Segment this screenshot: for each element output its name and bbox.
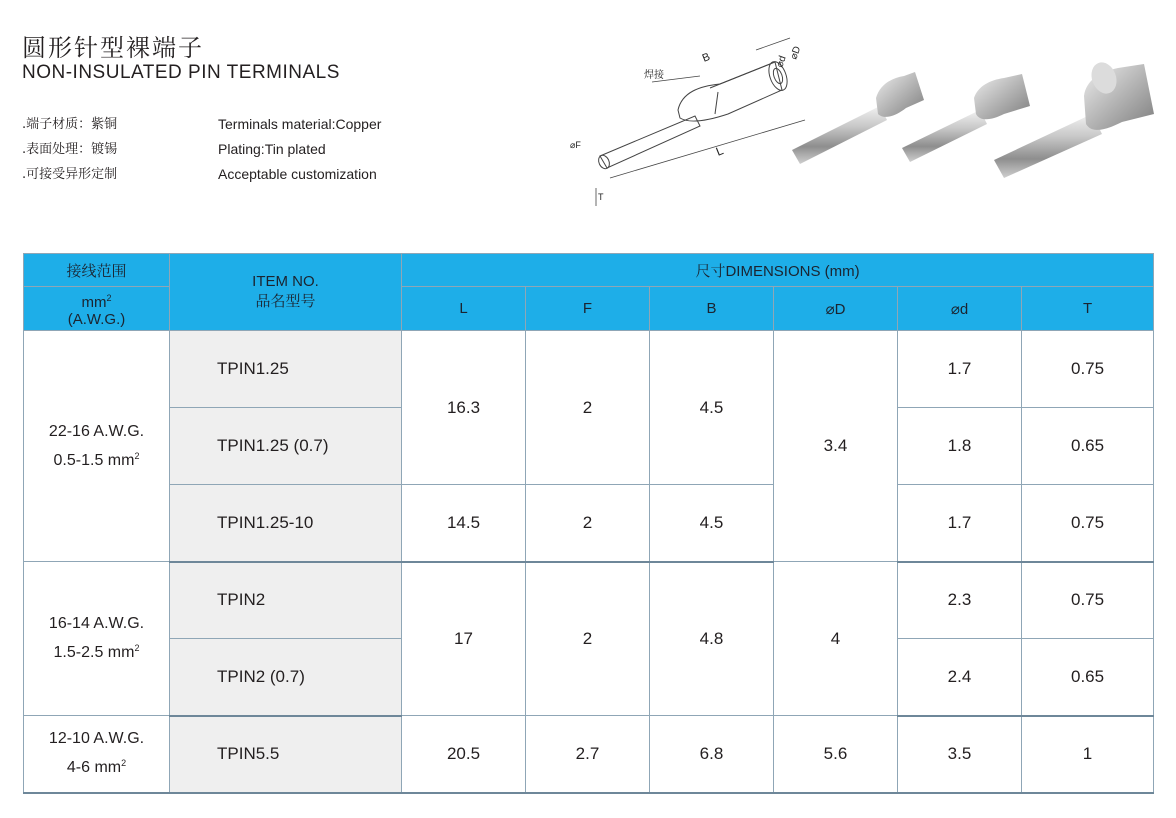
page-title-cn: 圆形针型裸端子 — [22, 34, 204, 62]
specs-cn-list — [22, 112, 117, 187]
spec-cn-plating: .表面处理：镀锡 — [22, 142, 118, 157]
spec-cn-custom: .可接受异形定制 — [22, 167, 118, 182]
mm-range: 1.5-2.5 mm — [53, 644, 135, 661]
cell-smalld: 1.7 — [898, 485, 1022, 562]
diagram-label-b: B — [700, 50, 712, 65]
cell-smalld: 3.5 — [898, 716, 1022, 793]
cell-f: 2.7 — [526, 716, 650, 793]
cell-t: 0.65 — [1022, 639, 1154, 716]
cell-smalld: 2.3 — [898, 562, 1022, 639]
cell-b: 6.8 — [650, 716, 774, 793]
cell-f: 2 — [526, 485, 650, 562]
spec-en-custom: Acceptable customization — [218, 166, 377, 182]
table-row — [24, 716, 1154, 793]
cell-bigd: 4 — [774, 562, 898, 716]
cell-f: 2 — [526, 331, 650, 485]
spec-cn-material: .端子材质：紫铜 — [22, 117, 118, 132]
header-wire-range: 接线范围 — [24, 254, 170, 287]
diagram-label-bigd: ⌀D — [788, 44, 804, 62]
table-row — [24, 562, 1154, 639]
header-unit-mm: mm — [81, 293, 107, 311]
mm-sup: 2 — [134, 450, 140, 461]
col-header-l: L — [402, 287, 526, 331]
col-header-smalld: ⌀d — [898, 287, 1022, 331]
terminal-photo-medium — [902, 74, 1030, 162]
awg-cell-group-3 — [24, 716, 170, 793]
diagram-label-t: T — [598, 192, 604, 202]
awg-range: 12-10 A.W.G. — [48, 730, 145, 748]
mm-sup: 2 — [121, 758, 127, 769]
item-cell: TPIN2 — [170, 562, 402, 639]
cell-t: 0.75 — [1022, 562, 1154, 639]
awg-range: 22-16 A.W.G. — [48, 422, 145, 440]
page-title-en: NON-INSULATED PIN TERMINALS — [22, 62, 340, 83]
terminal-diagram — [560, 28, 1160, 218]
col-header-b: B — [650, 287, 774, 331]
table-row — [24, 485, 1154, 562]
header-unit-sup: 2 — [106, 292, 112, 303]
cell-b: 4.8 — [650, 562, 774, 716]
cell-b: 4.5 — [650, 485, 774, 562]
header-item-cn: 品名型号 — [255, 293, 316, 310]
cell-bigd: 3.4 — [774, 331, 898, 562]
cell-f: 2 — [526, 562, 650, 716]
awg-cell-group-2 — [24, 562, 170, 716]
cell-l: 17 — [402, 562, 526, 716]
header-unit-awg: (A.W.G.) — [67, 310, 126, 328]
cell-t: 0.75 — [1022, 331, 1154, 408]
mm-range: 4-6 mm — [66, 759, 122, 777]
cell-l: 14.5 — [402, 485, 526, 562]
header-item-en: ITEM NO. — [252, 273, 319, 290]
awg-cell-group-1 — [24, 331, 170, 562]
col-header-t: T — [1022, 287, 1154, 331]
header-item-no — [170, 254, 402, 331]
diagram-label-weld: 焊接 — [644, 70, 664, 81]
spec-en-plating: Plating:Tin plated — [218, 141, 326, 157]
cell-l: 20.5 — [402, 716, 526, 793]
cell-b: 4.5 — [650, 331, 774, 485]
line-drawing — [596, 38, 805, 206]
header-wire-unit — [24, 287, 170, 331]
header-dimensions: 尺寸DIMENSIONS (mm) — [402, 254, 1154, 287]
cell-smalld: 1.7 — [898, 331, 1022, 408]
mm-sup: 2 — [134, 643, 140, 653]
cell-t: 0.75 — [1022, 485, 1154, 562]
item-cell: TPIN1.25-10 — [170, 485, 402, 562]
item-cell: TPIN1.25 — [170, 331, 402, 408]
diagram-label-smalld: ⌀d — [774, 54, 789, 70]
col-header-f: F — [526, 287, 650, 331]
item-cell: TPIN1.25 (0.7) — [170, 408, 402, 485]
cell-smalld: 1.8 — [898, 408, 1022, 485]
spec-en-material: Terminals material:Copper — [218, 116, 382, 132]
awg-range: 16-14 A.W.G. — [48, 615, 145, 632]
cell-l: 16.3 — [402, 331, 526, 485]
col-header-bigd: ⌀D — [774, 287, 898, 331]
spec-table — [23, 253, 1154, 794]
cell-smalld: 2.4 — [898, 639, 1022, 716]
diagram-label-f: ⌀F — [570, 140, 581, 150]
diagram-label-l: L — [713, 143, 726, 159]
cell-t: 0.65 — [1022, 408, 1154, 485]
cell-bigd: 5.6 — [774, 716, 898, 793]
table-row — [24, 331, 1154, 408]
item-cell: TPIN2 (0.7) — [170, 639, 402, 716]
specs-en-list — [218, 112, 381, 187]
cell-t: 1 — [1022, 716, 1154, 793]
item-cell: TPIN5.5 — [170, 716, 402, 793]
mm-range: 0.5-1.5 mm — [53, 451, 135, 469]
